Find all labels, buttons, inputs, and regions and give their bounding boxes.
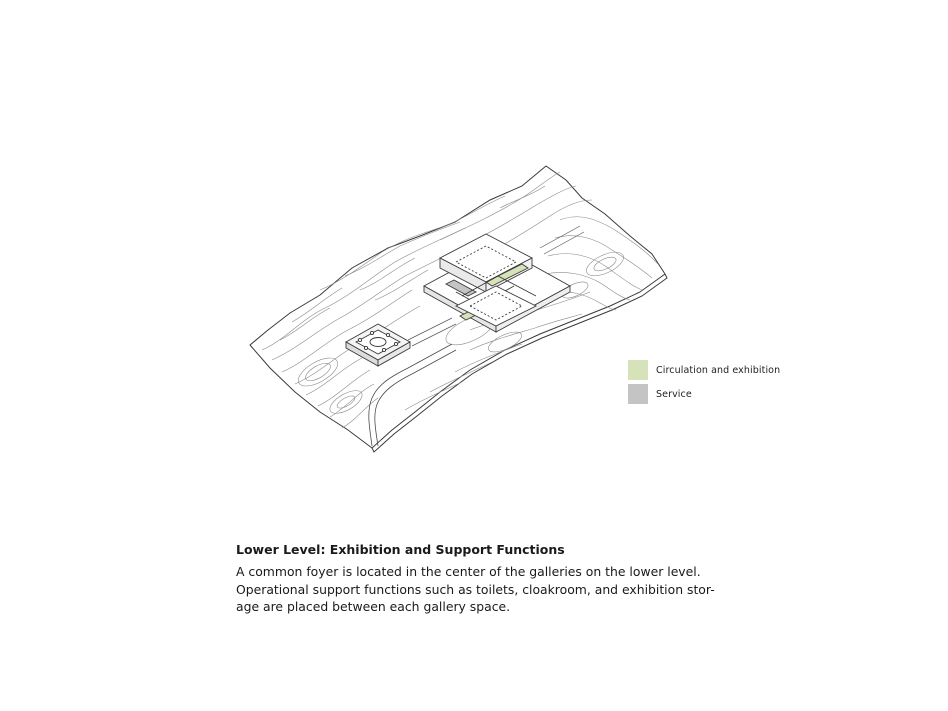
legend-swatch-service xyxy=(628,384,648,404)
caption-line: Operational support functions such as toilets, cloakroom, and exhibition stor- xyxy=(236,581,715,597)
legend-swatch-circulation xyxy=(628,360,648,380)
legend-label-circulation: Circulation and exhibition xyxy=(656,364,781,376)
legend-label-service: Service xyxy=(656,388,692,400)
legend-item-circulation xyxy=(628,360,780,380)
caption-line: A common foyer is located in the center of the galleries on the lower level. xyxy=(236,564,701,579)
legend-item-service xyxy=(628,384,780,404)
caption-line: age are placed between each gallery space. xyxy=(236,599,511,614)
caption xyxy=(236,541,736,616)
legend xyxy=(628,360,780,408)
caption-body xyxy=(236,563,736,616)
caption-title: Lower Level: Exhibition and Support Functions xyxy=(236,542,565,557)
